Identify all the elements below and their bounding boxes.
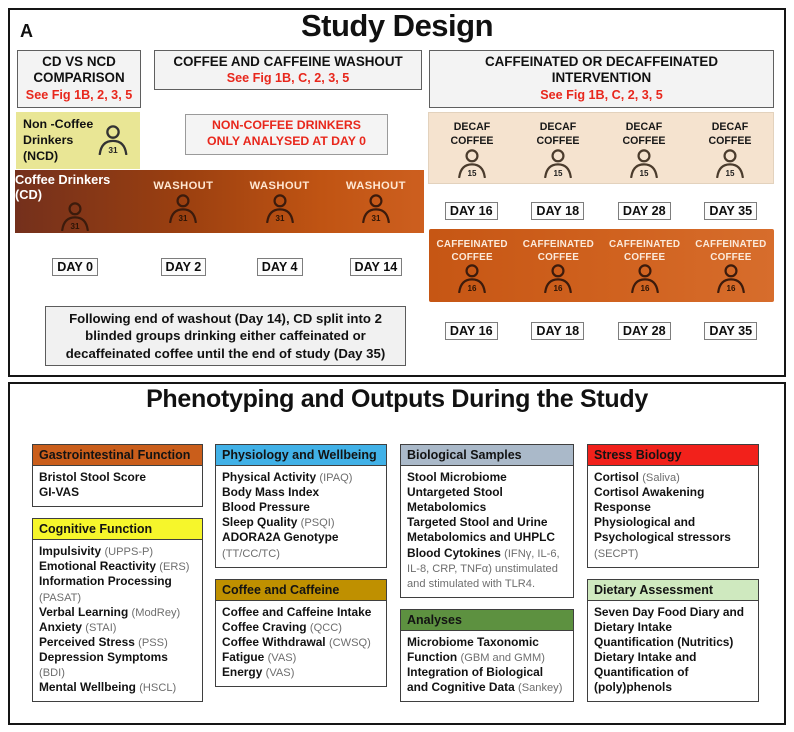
cohort-label: CAFFEINATED COFFEE (436, 238, 508, 263)
ncd-group-box (16, 112, 140, 169)
day-box: DAY 14 (350, 258, 403, 276)
card-item-note: (PSS) (138, 636, 168, 649)
day-cell (428, 201, 515, 221)
card-body (588, 466, 758, 567)
person-icon (455, 264, 489, 293)
card-body (588, 601, 758, 702)
washout-split-note: Following end of washout (Day 14), CD split into 2 blinded groups drinking either caffeinated or decaffeinated coffee until the end of study (Day 35) (45, 306, 406, 366)
svg-text:15: 15 (467, 169, 477, 178)
card-item: GI-VAS (39, 485, 80, 500)
card-item: Seven Day Food Diary and Dietary Intake Quantification (Nutritics) (594, 604, 744, 649)
card-body (33, 540, 202, 701)
person-icon (713, 149, 747, 178)
day-box: DAY 16 (445, 322, 498, 340)
cohort-label: CAFFEINATED COFFEE (609, 238, 681, 263)
day-box: DAY 28 (618, 202, 671, 220)
card-body (401, 466, 573, 597)
card-item-note: (VAS) (267, 651, 297, 664)
cohort-label: DECAF COFFEE (450, 121, 494, 147)
card-item-note: (UPPS-P) (104, 546, 154, 559)
output-column-2 (215, 444, 387, 687)
svg-text:31: 31 (275, 213, 285, 223)
phenotyping-title: Phenotyping and Outputs During the Study (146, 385, 648, 413)
person-icon (263, 194, 297, 223)
svg-text:31: 31 (108, 145, 118, 155)
card-item-note: (TT/CC/TC) (222, 547, 280, 560)
card-header: Analyses (401, 610, 573, 631)
card-item: Cortisol (Saliva) (594, 470, 680, 484)
cd-day-row (15, 257, 424, 277)
ncd-label: Non -Coffee Drinkers (NCD) (23, 117, 94, 164)
card-item: Anxiety (STAI) (39, 619, 117, 634)
card-item: Energy (VAS) (222, 665, 295, 680)
day-box: DAY 35 (704, 322, 757, 340)
card-body (216, 466, 386, 567)
card-item: Integration of Biological and Cognitive Data (Sankey) (407, 665, 563, 695)
card-header: Gastrointestinal Function (33, 445, 202, 466)
card-item: Perceived Stress (PSS) (39, 634, 168, 649)
card-item-note: (PSQI) (300, 517, 335, 530)
card-item: ADORA2A Genotype (TT/CC/TC) (222, 530, 339, 560)
person-icon (627, 149, 661, 178)
card-item-note: (Saliva) (642, 472, 680, 484)
cohort-group (135, 170, 231, 233)
person-icon (628, 264, 662, 293)
output-card (215, 579, 387, 688)
card-item: Dietary Intake and Quantification of (poly)phenols (594, 649, 697, 695)
cohort-group (15, 170, 135, 233)
cohort-label: WASHOUT (345, 180, 406, 193)
cohort-group (515, 113, 601, 183)
caffeinated-day-row (428, 321, 774, 341)
decaf-day-row (428, 201, 774, 221)
cohort-group (688, 229, 774, 302)
card-item: Bristol Stool Score (39, 470, 147, 484)
person-icon (166, 194, 200, 223)
output-column-4 (587, 444, 759, 702)
study-design-panel (8, 8, 786, 377)
study-design-title: Study Design (300, 8, 494, 43)
day-cell (688, 201, 775, 221)
svg-text:16: 16 (467, 284, 477, 294)
decaf-intervention-bar (428, 112, 774, 184)
day-box: DAY 2 (161, 258, 207, 276)
cohort-group (429, 229, 515, 302)
card-item-note: (QCC) (309, 621, 342, 634)
day-box: DAY 18 (531, 202, 584, 220)
output-card (32, 444, 203, 507)
card-item: Information Processing (PASAT) (39, 574, 172, 604)
card-item: Sleep Quality (PSQI) (222, 515, 335, 530)
cohort-group (515, 229, 601, 302)
ncd-analysis-note: NON-COFFEE DRINKERS ONLY ANALYSED AT DAY 0 (185, 114, 388, 155)
ncd-person-slot (95, 125, 131, 155)
cohort-label: CAFFEINATED COFFEE (695, 238, 767, 263)
output-column-1 (32, 444, 203, 702)
person-icon (541, 264, 575, 293)
day-cell (135, 257, 231, 277)
card-body (33, 466, 202, 506)
card-item-note: (HSCL) (139, 682, 177, 695)
cohort-label: Coffee Drinkers (CD) (15, 171, 111, 202)
caffeinated-intervention-bar (429, 229, 774, 302)
svg-text:31: 31 (70, 222, 80, 232)
person-icon (714, 264, 748, 293)
cohort-group (429, 113, 515, 183)
svg-text:15: 15 (725, 169, 735, 178)
cohort-label: CAFFEINATED COFFEE (522, 238, 594, 263)
intervention-title: CAFFEINATED OR DECAFFEINATED INTERVENTION (484, 54, 719, 86)
day-box: DAY 18 (531, 322, 584, 340)
output-card (400, 444, 574, 598)
output-card (32, 518, 203, 702)
intervention-fig-ref: See Fig 1B, C, 2, 3, 5 (540, 87, 663, 102)
card-header: Stress Biology (588, 445, 758, 466)
cohort-group (328, 170, 424, 233)
card-item: Coffee Craving (QCC) (222, 619, 342, 634)
card-item-note: (ERS) (159, 561, 190, 574)
card-item: Body Mass Index (222, 485, 320, 500)
intervention-header-box (429, 50, 774, 108)
card-item: Mental Wellbeing (HSCL) (39, 680, 177, 695)
card-item-note: (ModRey) (131, 606, 181, 619)
svg-text:15: 15 (639, 169, 649, 178)
comparison-header-box (17, 50, 141, 108)
output-column-3 (400, 444, 574, 702)
output-card (400, 609, 574, 702)
day-cell (428, 321, 515, 341)
day-cell (515, 321, 602, 341)
comparison-fig-ref: See Fig 1B, 2, 3, 5 (25, 87, 133, 102)
card-item-note: (STAI) (85, 621, 117, 634)
person-icon (95, 125, 131, 155)
card-header: Physiology and Wellbeing (216, 445, 386, 466)
card-header: Coffee and Caffeine (216, 580, 386, 601)
card-body (401, 631, 573, 701)
person-icon (541, 149, 575, 178)
card-item-note: (IFNγ, IL-6, IL-8, CRP, TNFα) unstimulated and stimulated with TLR4. (407, 547, 560, 590)
day-box: DAY 35 (704, 202, 757, 220)
card-item: Physical Activity (IPAQ) (222, 470, 353, 484)
svg-text:16: 16 (726, 284, 736, 294)
card-item: Emotional Reactivity (ERS) (39, 559, 190, 574)
cohort-label: DECAF COFFEE (708, 121, 752, 147)
card-item: Microbiome Taxonomic Function (GBM and GMM) (407, 634, 545, 664)
day-box: DAY 4 (257, 258, 303, 276)
day-cell (601, 321, 688, 341)
card-header: Biological Samples (401, 445, 573, 466)
card-item: Verbal Learning (ModRey) (39, 604, 181, 619)
cohort-group (232, 170, 328, 233)
washout-fig-ref: See Fig 1B, C, 2, 3, 5 (226, 71, 350, 86)
cohort-label: WASHOUT (249, 180, 310, 193)
card-header: Dietary Assessment (588, 580, 758, 601)
cd-washout-bar (15, 170, 424, 233)
card-item: Coffee and Caffeine Intake (222, 604, 372, 619)
person-icon (58, 202, 92, 231)
card-item: Targeted Stool and Urine Metabolomics and UHPLC (407, 515, 555, 545)
day-box: DAY 28 (618, 322, 671, 340)
card-item: Impulsivity (UPPS-P) (39, 544, 154, 559)
card-item: Physiological and Psychological stressors (SECPT) (594, 515, 731, 560)
washout-header-box (154, 50, 422, 90)
card-item-note: (GBM and GMM) (460, 651, 545, 664)
day-cell (328, 257, 424, 277)
output-card (587, 579, 759, 703)
washout-title: COFFEE AND CAFFEINE WASHOUT (173, 54, 403, 69)
card-item: Untargeted Stool Metabolomics (407, 485, 503, 515)
card-item: Coffee Withdrawal (CWSQ) (222, 634, 371, 649)
card-item: Blood Pressure (222, 500, 310, 515)
cohort-group (601, 113, 687, 183)
output-card (215, 444, 387, 568)
day-cell (688, 321, 775, 341)
card-item: Blood Cytokines (IFNγ, IL-6, IL-8, CRP, TNFα) unstimulated and stimulated with TLR4. (407, 545, 560, 590)
card-item-note: (BDI) (39, 667, 65, 680)
day-cell (601, 201, 688, 221)
person-icon (455, 149, 489, 178)
svg-text:16: 16 (640, 284, 650, 294)
card-header: Cognitive Function (33, 519, 202, 540)
comparison-title: CD VS NCD COMPARISON (33, 54, 125, 86)
card-item: Cortisol Awakening Response (594, 485, 705, 515)
svg-text:31: 31 (371, 213, 381, 223)
card-item: Stool Microbiome (407, 470, 507, 484)
day-box: DAY 0 (52, 258, 98, 276)
day-cell (15, 257, 135, 277)
day-cell (515, 201, 602, 221)
card-body (216, 601, 386, 687)
card-item-note: (CWSQ) (328, 636, 371, 649)
svg-text:31: 31 (178, 213, 188, 223)
card-item: Depression Symptoms (BDI) (39, 649, 168, 680)
cohort-label: DECAF COFFEE (536, 121, 580, 147)
svg-text:15: 15 (553, 169, 563, 178)
card-item-note: (SECPT) (594, 547, 639, 560)
card-item-note: (IPAQ) (319, 472, 353, 484)
phenotyping-panel (8, 382, 786, 725)
figure-label: A (20, 21, 33, 41)
card-item: Fatigue (VAS) (222, 649, 297, 664)
output-card (587, 444, 759, 568)
card-item-note: (PASAT) (39, 591, 82, 604)
cohort-group (602, 229, 688, 302)
day-box: DAY 16 (445, 202, 498, 220)
day-cell (232, 257, 328, 277)
cohort-label: WASHOUT (153, 180, 214, 193)
svg-text:16: 16 (553, 284, 563, 294)
card-item-note: (VAS) (265, 667, 295, 680)
person-icon (359, 194, 393, 223)
card-item-note: (Sankey) (518, 682, 563, 695)
cohort-group (687, 113, 773, 183)
cohort-label: DECAF COFFEE (622, 121, 666, 147)
